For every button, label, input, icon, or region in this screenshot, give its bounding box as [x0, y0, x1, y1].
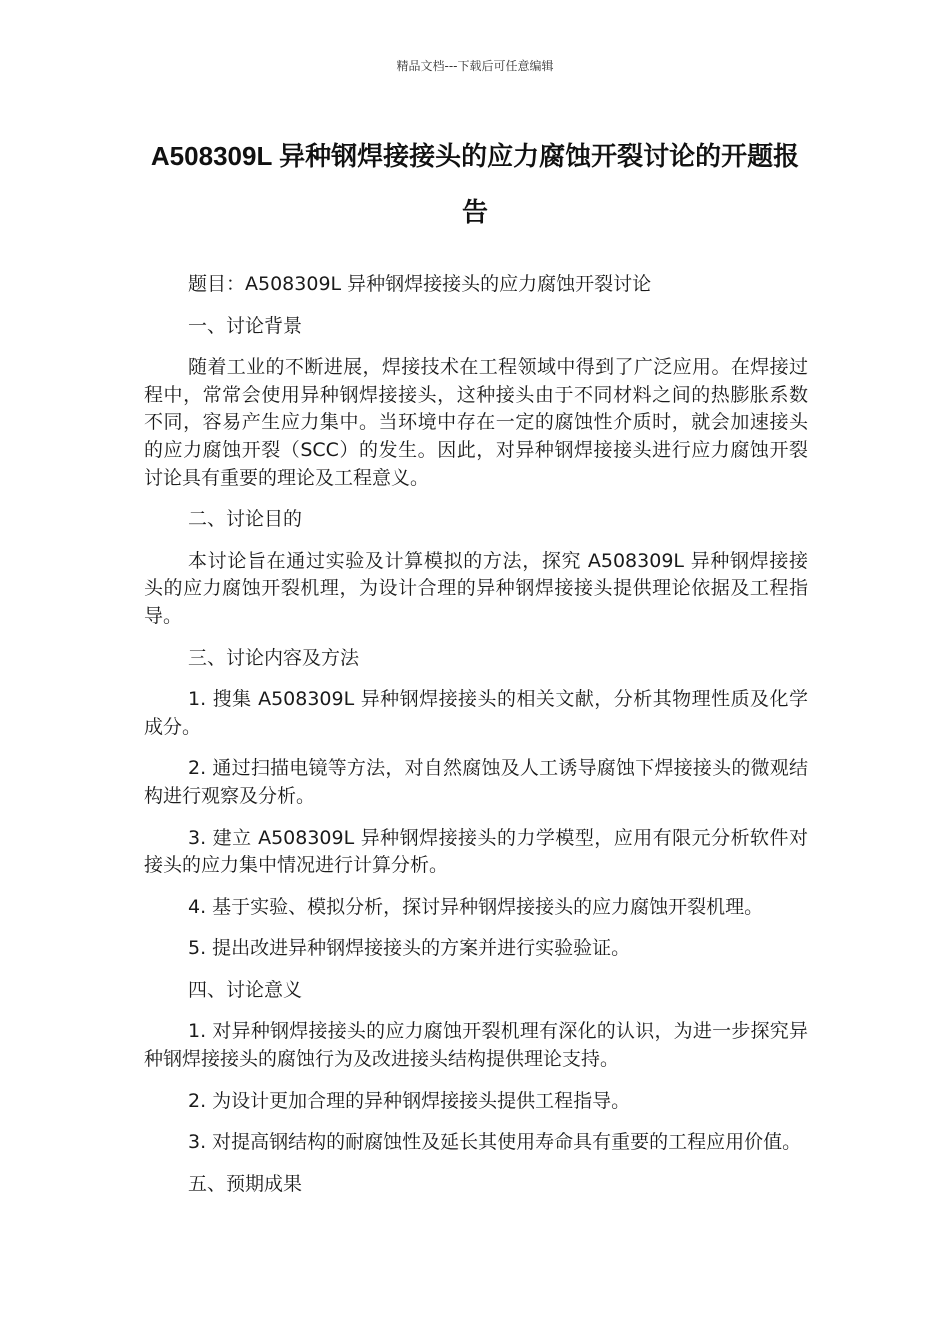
page-header: 精品文档---下载后可任意编辑: [396, 59, 554, 73]
section-heading-content-methods: 三、讨论内容及方法: [188, 646, 360, 669]
significance-item-2: 2. 为设计更加合理的异种钢焊接接头提供工程指导。: [188, 1089, 631, 1112]
topic-line: 题目：A508309L 异种钢焊接接头的应力腐蚀开裂讨论: [188, 273, 652, 295]
content-item-4: 4. 基于实验、模拟分析，探讨异种钢焊接接头的应力腐蚀开裂机理。: [188, 895, 764, 918]
content-item-2: 2. 通过扫描电镜等方法，对自然腐蚀及人工诱导腐蚀下焊接接头的微观结构进行观察及分析。: [144, 757, 808, 807]
section-heading-significance: 四、讨论意义: [188, 978, 303, 1001]
significance-item-3: 3. 对提高钢结构的耐腐蚀性及延长其使用寿命具有重要的工程应用价值。: [188, 1131, 802, 1154]
content-item-1: 1. 搜集 A508309L 异种钢焊接接头的相关文献，分析其物理性质及化学成分。: [144, 688, 808, 738]
document-title: A508309L 异种钢焊接接头的应力腐蚀开裂讨论的开题报告: [150, 141, 800, 227]
significance-item-1: 1. 对异种钢焊接接头的应力腐蚀开裂机理有深化的认识，为进一步探究异种钢焊接接头的腐蚀行为及改进接头结构提供理论支持。: [144, 1020, 808, 1071]
content-item-3: 3. 建立 A508309L 异种钢焊接接头的力学模型，应用有限元分析软件对接头的应力集中情况进行计算分析。: [144, 826, 808, 877]
purpose-paragraph: 本讨论旨在通过实验及计算模拟的方法，探究 A508309L 异种钢焊接接头的应力腐蚀开裂机理，为设计合理的异种钢焊接接头提供理论依据及工程指导。: [144, 549, 808, 627]
section-heading-expected-results: 五、预期成果: [188, 1172, 303, 1195]
document-body: [144, 271, 808, 1212]
background-paragraph: 随着工业的不断进展，焊接技术在工程领域中得到了广泛应用。在焊接过程中，常常会使用异种钢焊接接头，这种接头由于不同材料之间的热膨胀系数不同，容易产生应力集中。当环境中存在一定的腐蚀性介质时，就会加速接头的应力腐蚀开裂（SCC）的发生。因此，对异种钢焊接接头进行应力腐蚀开裂讨论具有重要的理论及工程意义。: [144, 356, 808, 489]
section-heading-purpose: 二、讨论目的: [188, 508, 303, 531]
content-item-5: 5. 提出改进异种钢焊接接头的方案并进行实验验证。: [188, 937, 631, 960]
section-heading-background: 一、讨论背景: [188, 314, 303, 337]
